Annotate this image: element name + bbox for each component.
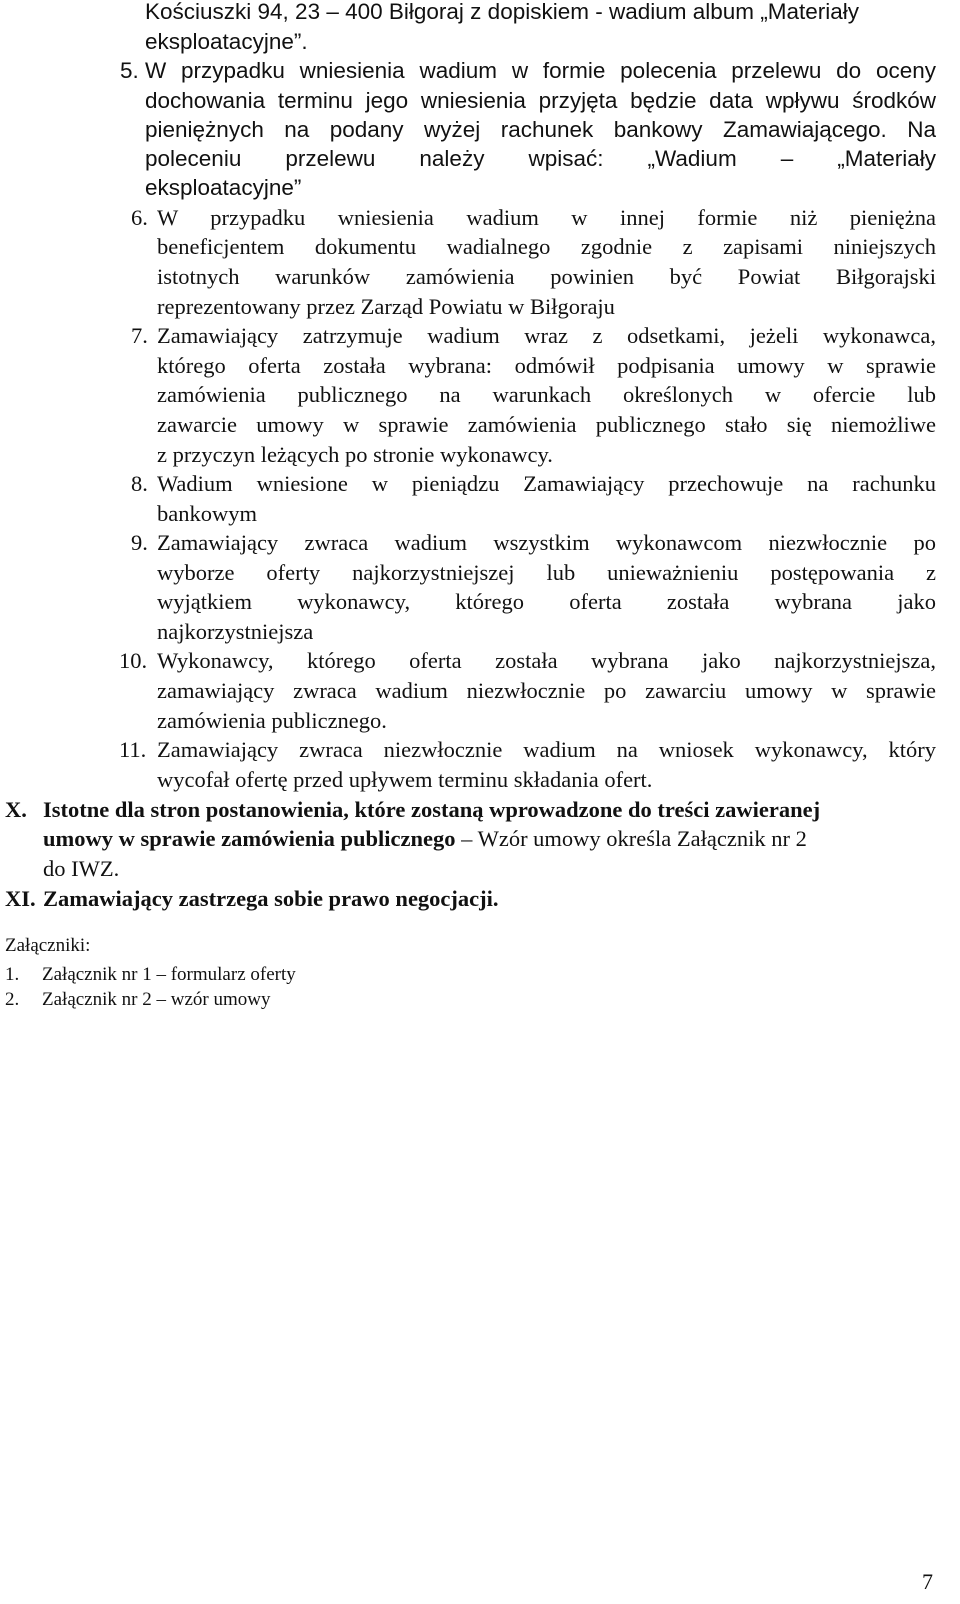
continuation-line-1: Kościuszki 94, 23 – 400 Biłgoraj z dopiskiem - wadium album „Materiały [145, 0, 860, 24]
attachment-1-number: 1. [5, 964, 20, 985]
item-9-line-1: Zamawiający zwraca wadium wszystkim wykonawcom niezwłocznie po [157, 530, 936, 555]
item-8-line-2: bankowym [157, 501, 257, 526]
section-xi-title: Zamawiający zastrzega sobie prawo negocjacji. [43, 886, 499, 911]
item-7-line-3: zamówienia publicznego na warunkach określonych w ofercie lub [157, 382, 936, 407]
section-x-line-2 [43, 824, 807, 854]
item-6-line-4: reprezentowany przez Zarząd Powiatu w Biłgoraju [157, 294, 615, 319]
item-10-line-1: Wykonawcy, którego oferta została wybrana jako najkorzystniejsza, [157, 648, 936, 673]
item-11-line-1: Zamawiający zwraca niezwłocznie wadium na wniosek wykonawcy, który [157, 737, 936, 762]
item-7-line-1: Zamawiający zatrzymuje wadium wraz z odsetkami, jeżeli wykonawca, [157, 323, 936, 348]
item-9-line-4: najkorzystniejsza [157, 619, 314, 644]
item-7-line-5: z przyczyn leżących po stronie wykonawcy. [157, 442, 553, 467]
item-5-line-3: pieniężnych na podany wyżej rachunek bankowy Zamawiającego. Na [145, 117, 936, 142]
item-5-line-2: dochowania terminu jego wniesienia przyjęta będzie data wpływu środków [145, 88, 936, 113]
item-11-line-2: wycofał ofertę przed upływem terminu składania ofert. [157, 767, 653, 792]
item-7-line-4: zawarcie umowy w sprawie zamówienia publicznego stało się niemożliwe [157, 412, 936, 437]
section-x-line-3: do IWZ. [43, 856, 120, 881]
item-11-number: 11. [119, 737, 147, 762]
item-9-line-2: wyborze oferty najkorzystniejszej lub unieważnieniu postępowania z [157, 560, 936, 585]
attachment-2-number: 2. [5, 989, 20, 1010]
item-6-number: 6. [131, 205, 148, 230]
item-5-line-4: poleceniu przelewu należy wpisać: „Wadium – „Materiały [145, 146, 936, 171]
attachment-2-text: Załącznik nr 2 – wzór umowy [42, 989, 271, 1010]
item-5-line-5: eksploatacyjne” [145, 175, 302, 200]
item-10-number: 10. [119, 648, 148, 673]
section-x-note: – Wzór umowy określa Załącznik nr 2 [455, 826, 807, 851]
item-9-line-3: wyjątkiem wykonawcy, którego oferta została wybrana jako [157, 589, 936, 614]
item-10-line-2: zamawiający zwraca wadium niezwłocznie po zawarciu umowy w sprawie [157, 678, 936, 703]
item-9-number: 9. [131, 530, 148, 555]
section-x-title-line-1: Istotne dla stron postanowienia, które zostaną wprowadzone do treści zawieranej [43, 797, 821, 822]
section-xi-number: XI. [5, 886, 36, 911]
continuation-line-2: eksploatacyjne”. [145, 29, 308, 54]
attachments-heading: Załączniki: [5, 935, 91, 956]
item-10-line-3: zamówienia publicznego. [157, 708, 387, 733]
item-5-line-1: W przypadku wniesienia wadium w formie polecenia przelewu do oceny [145, 58, 936, 83]
attachment-1-text: Załącznik nr 1 – formularz oferty [42, 964, 296, 985]
page-number: 7 [922, 1569, 933, 1594]
section-x-title-line-2: umowy w sprawie zamówienia publicznego [43, 826, 456, 851]
item-6-line-2: beneficjentem dokumentu wadialnego zgodnie z zapisami niniejszych [157, 234, 936, 259]
item-8-number: 8. [131, 471, 148, 496]
item-7-number: 7. [131, 323, 148, 348]
item-8-line-1: Wadium wniesione w pieniądzu Zamawiający przechowuje na rachunku [157, 471, 936, 496]
item-6-line-1: W przypadku wniesienia wadium w innej formie niż pieniężna [157, 205, 936, 230]
item-6-line-3: istotnych warunków zamówienia powinien być Powiat Biłgorajski [157, 264, 936, 289]
section-x-number: X. [5, 797, 27, 822]
item-5-number: 5. [120, 58, 139, 83]
item-7-line-2: którego oferta została wybrana: odmówił podpisania umowy w sprawie [157, 353, 936, 378]
